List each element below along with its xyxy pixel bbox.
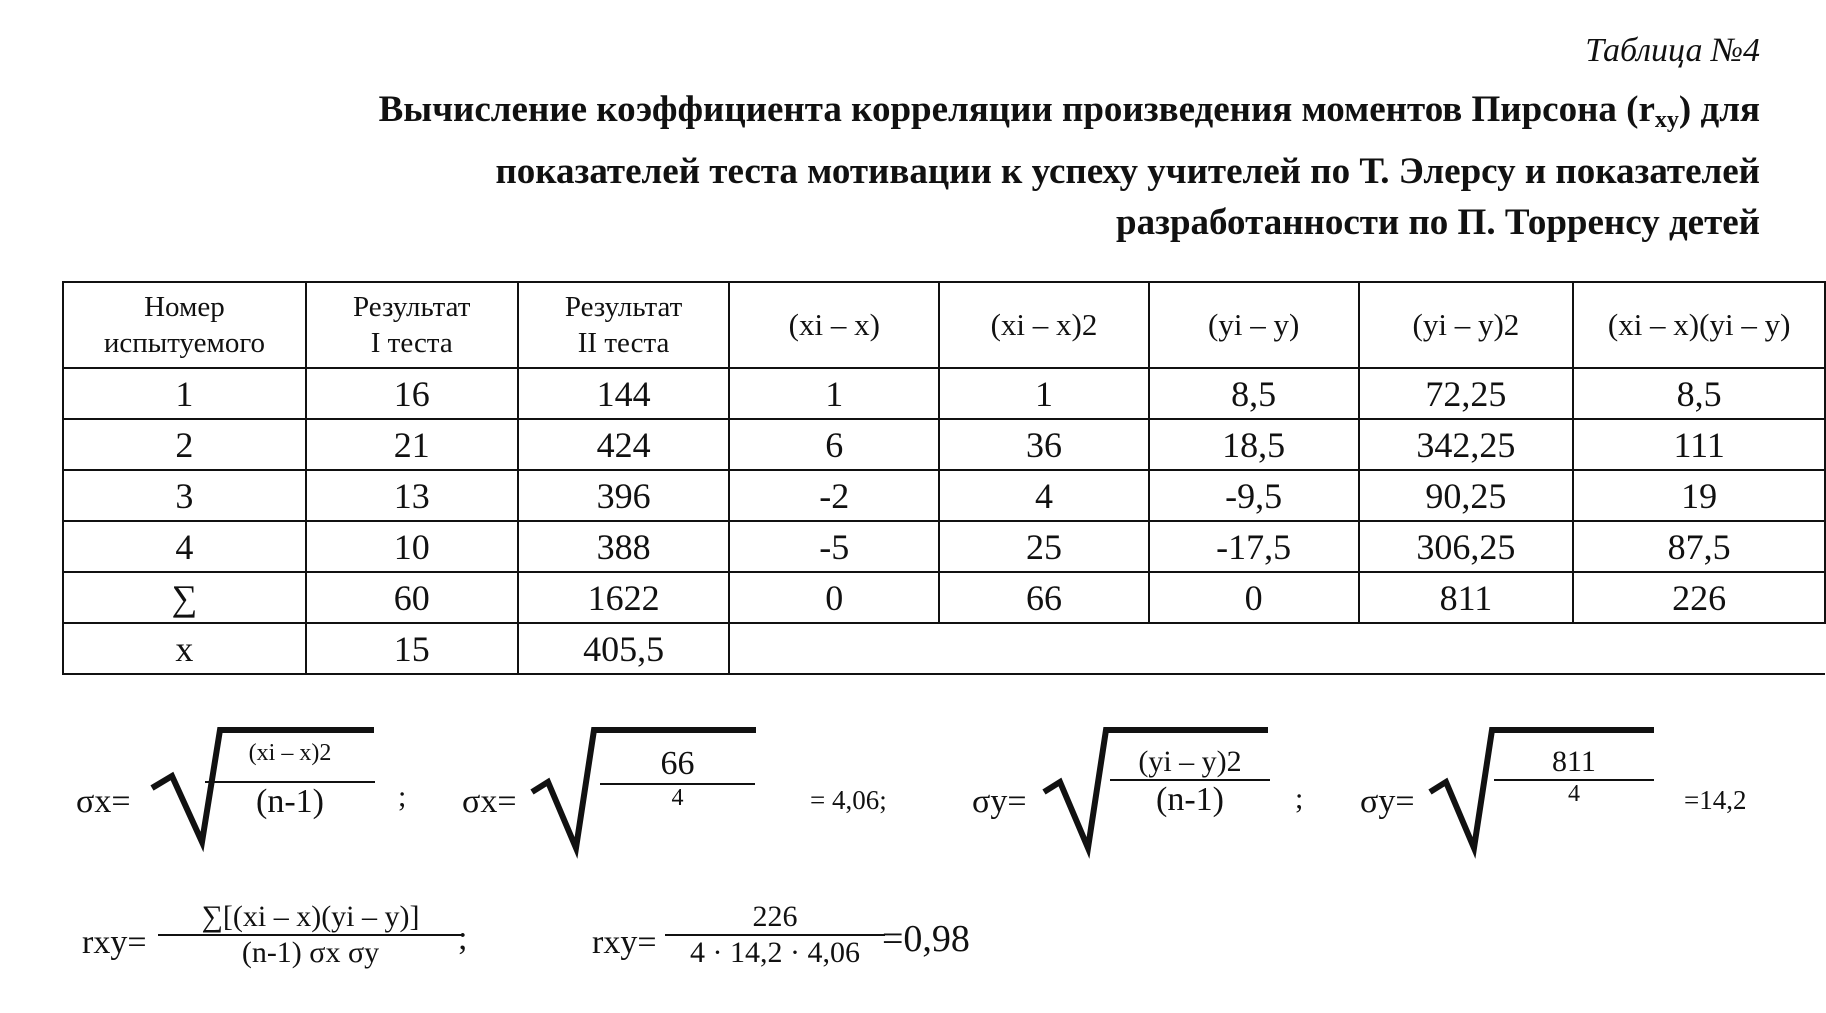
cell: -2 bbox=[729, 470, 939, 521]
fraction: ∑[(xi – x)(yi – y)] (n-1) σx σy bbox=[158, 900, 463, 970]
cell: 306,25 bbox=[1359, 521, 1574, 572]
cell: 36 bbox=[939, 419, 1149, 470]
r-result: =0,98 bbox=[882, 918, 970, 960]
cell: 1 bbox=[63, 368, 306, 419]
sigma-y-result: =14,2 bbox=[1684, 785, 1747, 815]
table-row bbox=[63, 419, 1825, 470]
cell: 405,5 bbox=[518, 623, 730, 674]
cell: 90,25 bbox=[1359, 470, 1574, 521]
fraction: 226 4 · 14,2 · 4,06 bbox=[665, 900, 885, 970]
cell: 3 bbox=[63, 470, 306, 521]
cell: 25 bbox=[939, 521, 1149, 572]
r-label: rxy= bbox=[82, 924, 147, 961]
cell: 226 bbox=[1573, 572, 1825, 623]
fraction: (xi – x)2 (n-1) bbox=[205, 740, 375, 821]
cell: -5 bbox=[729, 521, 939, 572]
header-x-deviation-squared: (xi – x)2 bbox=[939, 282, 1149, 368]
cell: 2 bbox=[63, 419, 306, 470]
fraction: (yi – y)2 (n-1) bbox=[1110, 745, 1270, 819]
table-row bbox=[63, 470, 1825, 521]
table-caption: Таблица №4 bbox=[1585, 32, 1760, 69]
correlation-table bbox=[62, 281, 1826, 675]
sigma-x-result: = 4,06; bbox=[810, 785, 887, 815]
empty-cell bbox=[729, 623, 1825, 674]
cell: 18,5 bbox=[1149, 419, 1359, 470]
cell: -9,5 bbox=[1149, 470, 1359, 521]
cell: 144 bbox=[518, 368, 730, 419]
cell: 21 bbox=[306, 419, 518, 470]
table-header-row bbox=[63, 282, 1825, 368]
cell: 1 bbox=[939, 368, 1149, 419]
header-y-deviation: (yi – y) bbox=[1149, 282, 1359, 368]
cell: 424 bbox=[518, 419, 730, 470]
separator: ; bbox=[458, 920, 468, 957]
cell: 1622 bbox=[518, 572, 730, 623]
document-title: Вычисление коэффициента корреляции произведения моментов Пирсона $(r_{xy})$ для показателей теста мотивации к успеху учителей по Т. Элерсу и показателей разработанности по П. Торренсу детей bbox=[378, 89, 1760, 243]
separator: ; bbox=[398, 780, 407, 813]
cell: 1 bbox=[729, 368, 939, 419]
sigma-x-label: σx= bbox=[462, 783, 517, 820]
fraction: 811 4 bbox=[1494, 745, 1654, 808]
sigma-y-label: σy= bbox=[972, 783, 1027, 820]
cell: 342,25 bbox=[1359, 419, 1574, 470]
cell: 6 bbox=[729, 419, 939, 470]
fraction: 66 4 bbox=[600, 745, 755, 812]
header-deviation-product: (xi – x)(yi – y) bbox=[1573, 282, 1825, 368]
cell: 19 bbox=[1573, 470, 1825, 521]
cell: 13 bbox=[306, 470, 518, 521]
table-mean-row bbox=[63, 623, 1825, 674]
sigma-x-label: σx= bbox=[76, 783, 131, 820]
cell: 111 bbox=[1573, 419, 1825, 470]
cell: 72,25 bbox=[1359, 368, 1574, 419]
cell: 60 bbox=[306, 572, 518, 623]
cell: 811 bbox=[1359, 572, 1574, 623]
header-subject-number: Номер испытуемого bbox=[63, 282, 306, 368]
cell: 4 bbox=[939, 470, 1149, 521]
cell: 16 bbox=[306, 368, 518, 419]
header-test2-result: Результат II теста bbox=[518, 282, 730, 368]
table-row bbox=[63, 368, 1825, 419]
cell: x bbox=[63, 623, 306, 674]
cell: 8,5 bbox=[1149, 368, 1359, 419]
cell: 66 bbox=[939, 572, 1149, 623]
cell: 4 bbox=[63, 521, 306, 572]
cell: 10 bbox=[306, 521, 518, 572]
header-x-deviation: (xi – x) bbox=[729, 282, 939, 368]
sum-symbol-cell: ∑ bbox=[63, 572, 306, 623]
table-sum-row bbox=[63, 572, 1825, 623]
cell: -17,5 bbox=[1149, 521, 1359, 572]
cell: 0 bbox=[729, 572, 939, 623]
header-y-deviation-squared: (yi – y)2 bbox=[1359, 282, 1574, 368]
header-test1-result: Результат I теста bbox=[306, 282, 518, 368]
separator: ; bbox=[1295, 782, 1304, 815]
cell: 0 bbox=[1149, 572, 1359, 623]
cell: 87,5 bbox=[1573, 521, 1825, 572]
cell: 15 bbox=[306, 623, 518, 674]
cell: 388 bbox=[518, 521, 730, 572]
r-label: rxy= bbox=[592, 924, 657, 961]
cell: 396 bbox=[518, 470, 730, 521]
cell: 8,5 bbox=[1573, 368, 1825, 419]
table-row bbox=[63, 521, 1825, 572]
sigma-y-label: σy= bbox=[1360, 783, 1415, 820]
